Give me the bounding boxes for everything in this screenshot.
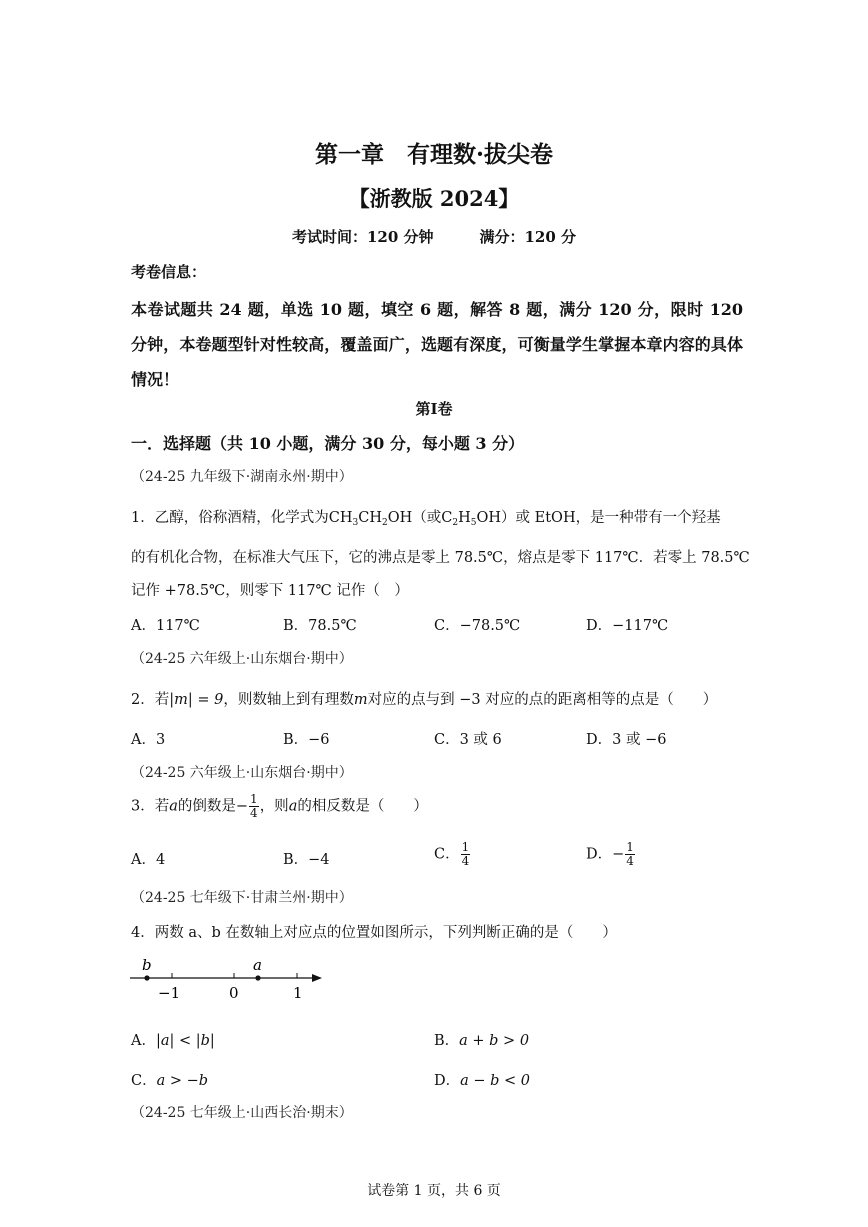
q3-source: （24-25 六年级上·山东烟台·期中） (131, 765, 353, 781)
q1-formula1: $CH_3CH_2OH$ (328, 510, 413, 528)
q3-option-c-frac (461, 841, 471, 868)
q4-option-c-expr: a > −b (156, 1073, 209, 1089)
q2-text-b: ，则数轴上到有理数 (223, 692, 354, 708)
q3-option-d-frac (625, 841, 635, 868)
q1-line3: 记作 +78.5℃，则零下 117℃ 记作（ ） (131, 583, 409, 599)
q3-text-c: ，则 (259, 798, 289, 815)
q4-option-d (434, 1069, 530, 1090)
q4-option-d-expr: a − b < 0 (460, 1073, 531, 1089)
q3-text-a: 3．若 (131, 798, 170, 815)
q3-option-d-label: D．− (586, 846, 625, 863)
q2-source: （24-25 六年级上·山东烟台·期中） (131, 651, 353, 667)
q2-option-d: D．3 或 −6 (586, 732, 667, 748)
info-text: 本卷试题共 24 题，单选 10 题，填空 6 题，解答 8 题，满分 120 分，限时 120 分钟，本卷题型针对性较高，覆盖面广，选题有深度，可衡量学生掌握本章内容的具体情况！ (131, 300, 743, 389)
q1-text-a: 1．乙醇，俗称酒精，化学式为 (131, 510, 329, 526)
q3-line1 (131, 793, 428, 820)
section-label: 第Ⅰ卷 (415, 400, 453, 418)
q4-option-b (434, 1029, 529, 1050)
q3-option-c-label: C． (434, 846, 460, 863)
q2-abs-expr: |m| = 9 (169, 692, 224, 708)
point-a (255, 975, 260, 980)
q1-formula2: $C_2H_5OH$ (441, 510, 502, 528)
part1-heading: 一．选择题（共 10 小题，满分 30 分，每小题 3 分） (131, 434, 525, 453)
q2-option-a: A．3 (131, 732, 166, 748)
q3-frac-num: 1 (250, 792, 258, 806)
q1-source: （24-25 九年级下·湖南永州·期中） (131, 469, 353, 485)
q2-line1 (131, 688, 717, 709)
exam-meta (0, 226, 868, 247)
exam-score: 满分：120 分 (479, 228, 577, 246)
q3-option-c-den: 4 (461, 854, 470, 868)
q3-text-d: 的相反数是（ ） (297, 798, 428, 815)
label-0: 0 (229, 984, 239, 1002)
q3-frac-den: 4 (250, 806, 258, 820)
q1-option-c: C．−78.5℃ (434, 618, 521, 634)
label-1: 1 (293, 984, 303, 1002)
q1-text-b: （或 (412, 510, 442, 526)
q4-number-line (125, 955, 330, 1005)
q2-option-b: B．−6 (283, 732, 330, 748)
q3-fraction (249, 793, 259, 820)
q5-source: （24-25 七年级上·山西长治·期末） (131, 1105, 353, 1121)
label-neg1: −1 (158, 984, 181, 1002)
q3-option-d (586, 841, 636, 868)
number-line-arrow (312, 974, 322, 982)
q4-source: （24-25 七年级下·甘肃兰州·期中） (131, 890, 353, 906)
q3-option-d-num: 1 (626, 840, 634, 854)
edition-subtitle: 【浙教版 2024】 (348, 186, 520, 211)
q1-option-d: D．−117℃ (586, 618, 669, 634)
q2-option-c: C．3 或 6 (434, 732, 502, 748)
q4-option-d-label: D． (434, 1073, 461, 1089)
q2-var-m: m (353, 692, 368, 708)
q4-option-b-expr: a + b > 0 (459, 1033, 530, 1049)
q4-option-c-label: C． (131, 1073, 157, 1089)
point-b (144, 975, 149, 980)
q3-var-a-2: a (288, 798, 298, 815)
page-footer: 试卷第 1 页，共 6 页 (367, 1183, 501, 1199)
label-b: b (142, 956, 152, 974)
q4-option-b-label: B． (434, 1033, 460, 1049)
q4-line1: 4．两数 a、b 在数轴上对应点的位置如图所示，下列判断正确的是（ ） (131, 925, 617, 941)
q1-option-b: B．78.5℃ (283, 618, 357, 634)
label-a: a (253, 956, 262, 974)
q1-line2: 的有机化合物，在标准大气压下，它的沸点是零上 78.5℃，熔点是零下 117℃．若零上 78.5℃ (131, 550, 750, 566)
q3-option-c-num: 1 (461, 840, 470, 854)
page-title: 第一章 有理数·拔尖卷 (314, 141, 553, 168)
q3-option-d-den: 4 (626, 854, 634, 868)
info-label: 考卷信息： (131, 263, 207, 281)
q3-option-a: A．4 (131, 852, 166, 868)
q1-option-a: A．117℃ (131, 618, 200, 634)
q2-text-a: 2．若 (131, 692, 170, 708)
q1-text-c: ）或 EtOH，是一种带有一个羟基 (501, 510, 721, 526)
q4-option-a (131, 1029, 215, 1050)
q3-frac-sign: − (235, 798, 249, 815)
q3-text-b: 的倒数是 (177, 798, 236, 815)
q3-var-a: a (169, 798, 178, 815)
q2-text-c: 对应的点与到 −3 对应的点的距离相等的点是（ ） (367, 692, 718, 708)
q4-option-c (131, 1069, 208, 1090)
q3-option-b: B．−4 (283, 852, 330, 868)
q1-line1 (131, 506, 721, 528)
q3-option-c (434, 841, 471, 868)
q4-option-a-expr: |a| < |b| (155, 1033, 215, 1049)
exam-time: 考试时间：120 分钟 (291, 228, 434, 246)
q4-option-a-label: A． (131, 1033, 156, 1049)
